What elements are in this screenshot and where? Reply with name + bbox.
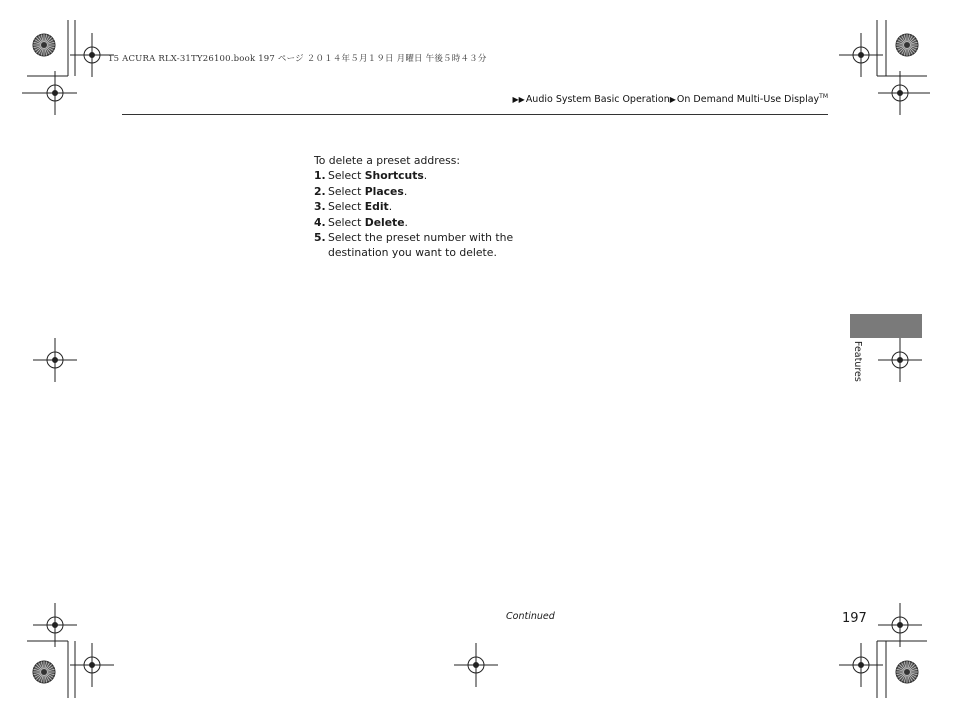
step-item	[314, 215, 514, 230]
step-text-post: .	[423, 169, 428, 183]
page-number: 197	[842, 611, 867, 626]
breadcrumb-section: Audio System Basic Operation	[525, 94, 670, 106]
step-text-pre: Select the preset number with the destination you want to delete.	[328, 231, 514, 260]
instructions-intro: To delete a preset address:	[314, 154, 460, 167]
breadcrumb-subsection: On Demand Multi-Use Display	[676, 94, 820, 106]
step-number: 1.	[314, 169, 326, 183]
section-tab-label: Features	[852, 341, 863, 382]
step-text-bold: Places	[364, 184, 404, 198]
registration-rosette	[33, 661, 55, 683]
registration-rosette	[896, 661, 918, 683]
steps-list	[314, 168, 514, 260]
crosshair-mark	[839, 643, 883, 687]
instructions	[314, 153, 514, 261]
step-number: 5.	[314, 231, 326, 245]
continued-label: Continued	[506, 611, 555, 622]
step-item	[314, 199, 514, 214]
crosshair-mark	[33, 603, 77, 647]
step-text-bold: Delete	[364, 215, 405, 229]
crosshair-mark	[33, 338, 77, 382]
crosshair-mark	[878, 603, 922, 647]
step-text	[328, 230, 514, 261]
section-tab	[850, 314, 922, 338]
step-item	[314, 184, 514, 199]
step-number: 3.	[314, 200, 326, 214]
double-arrow-icon: ▶▶	[512, 95, 525, 105]
step-text-post: .	[403, 184, 408, 198]
step-number: 2.	[314, 184, 326, 198]
step-text	[328, 168, 514, 183]
arrow-icon: ▶	[669, 95, 676, 105]
step-text	[328, 199, 514, 214]
crosshair-mark	[878, 338, 922, 382]
crosshair-mark	[878, 71, 922, 115]
breadcrumb	[513, 93, 829, 105]
step-text-bold: Shortcuts	[364, 169, 424, 183]
step-text	[328, 184, 514, 199]
step-text-pre: Select	[328, 200, 365, 214]
step-text-pre: Select	[328, 184, 365, 198]
crosshair-mark	[33, 71, 77, 115]
step-text-post: .	[404, 215, 408, 229]
step-item	[314, 230, 514, 261]
step-number: 4.	[314, 215, 326, 229]
step-text-post: .	[388, 200, 393, 214]
header-rule	[122, 114, 828, 115]
step-text-pre: Select	[328, 169, 365, 183]
step-text-bold: Edit	[364, 200, 389, 214]
registration-rosette	[33, 34, 55, 56]
crosshair-mark	[454, 643, 498, 687]
step-item	[314, 168, 514, 183]
crosshair-mark	[70, 643, 114, 687]
registration-rosette	[896, 34, 918, 56]
step-text	[328, 215, 514, 230]
file-header: 15 ACURA RLX-31TY26100.book 197 ページ ２０１４年５月１９日 月曜日 午後５時４３分	[108, 54, 487, 64]
step-text-pre: Select	[328, 215, 365, 229]
trademark-symbol: TM	[819, 93, 828, 100]
crosshair-mark	[839, 33, 883, 77]
